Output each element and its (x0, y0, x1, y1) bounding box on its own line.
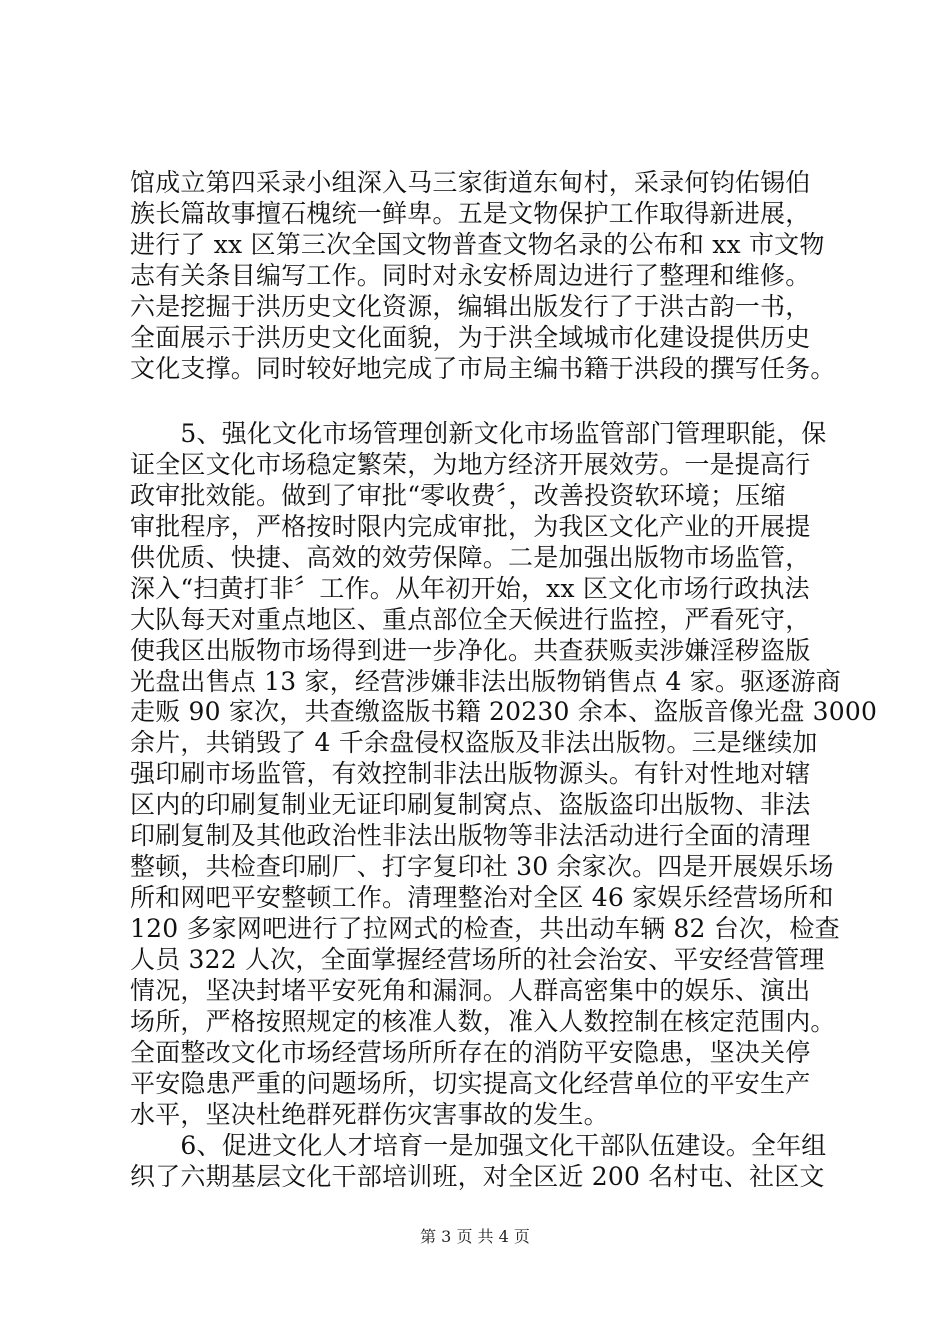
page-footer: 第 3 页 共 4 页 (420, 1227, 530, 1246)
text-line: 所和网吧平安整顿工作。清理整治对全区 46 家娱乐经营场所和 (130, 883, 834, 912)
text-line: 族长篇故事擅石槐统一鲜卑。五是文物保护工作取得新进展， (130, 199, 811, 228)
text-line: 印刷复制及其他政治性非法出版物等非法活动进行全面的清理 (130, 821, 811, 850)
text-line: 走贩 90 家次，共查缴盗版书籍 20230 余本、盗版音像光盘 3000 (130, 697, 878, 726)
text-line: 证全区文化市场稳定繁荣，为地方经济开展效劳。一是提高行 (130, 450, 811, 479)
text-line: 大队每天对重点地区、重点部位全天候进行监控，严看死守， (130, 605, 811, 634)
text-line: 5、强化文化市场管理创新文化市场监管部门管理职能，保 (130, 419, 827, 448)
text-line: 政审批效能。做到了审批“零收费〞，改善投资软环境；压缩 (130, 481, 786, 510)
text-line: 场所，严格按照规定的核准人数，准入人数控制在核定范围内。 (130, 1007, 836, 1036)
text-line: 强印刷市场监管，有效控制非法出版物源头。有针对性地对辖 (130, 759, 811, 788)
text-line: 情况，坚决封堵平安死角和漏洞。人群高密集中的娱乐、演出 (130, 976, 811, 1005)
text-line: 全面展示于洪历史文化面貌，为于洪全域城市化建设提供历史 (130, 323, 811, 352)
text-line: 深入“扫黄打非〞工作。从年初开始，xx 区文化市场行政执法 (130, 574, 810, 603)
text-line: 光盘出售点 13 家，经营涉嫌非法出版物销售点 4 家。驱逐游商 (130, 667, 841, 696)
text-line: 人员 322 人次，全面掌握经营场所的社会治安、平安经营管理 (130, 945, 825, 974)
text-line: 区内的印刷复制业无证印刷复制窝点、盗版盗印出版物、非法 (130, 790, 811, 819)
text-line: 余片，共销毁了 4 千余盘侵权盗版及非法出版物。三是继续加 (130, 728, 818, 757)
text-line: 织了六期基层文化干部培训班，对全区近 200 名村屯、社区文 (130, 1162, 825, 1191)
text-line: 审批程序，严格按时限内完成审批，为我区文化产业的开展提 (130, 512, 811, 541)
text-line: 进行了 xx 区第三次全国文物普查文物名录的公布和 xx 市文物 (130, 230, 825, 259)
text-line: 平安隐患严重的问题场所，切实提高文化经营单位的平安生产 (130, 1069, 811, 1098)
text-line: 水平，坚决杜绝群死群伤灾害事故的发生。 (130, 1100, 609, 1129)
text-line: 全面整改文化市场经营场所所存在的消防平安隐患，坚决关停 (130, 1038, 811, 1067)
text-line: 120 多家网吧进行了拉网式的检查，共出动车辆 82 台次，检查 (130, 914, 840, 943)
text-line: 志有关条目编写工作。同时对永安桥周边进行了整理和维修。 (130, 261, 811, 290)
text-line: 文化支撑。同时较好地完成了市局主编书籍于洪段的撰写任务。 (130, 354, 836, 383)
text-line: 整顿，共检查印刷厂、打字复印社 30 余家次。四是开展娱乐场 (130, 852, 834, 881)
text-line: 使我区出版物市场得到进一步净化。共查获贩卖涉嫌淫秽盗版 (130, 636, 811, 665)
text-line: 馆成立第四采录小组深入马三家街道东甸村，采录何钧佑锡伯 (130, 168, 811, 197)
text-line: 6、促进文化人才培育一是加强文化干部队伍建设。全年组 (130, 1131, 827, 1160)
text-line: 六是挖掘于洪历史文化资源，编辑出版发行了于洪古韵一书， (130, 292, 811, 321)
text-line: 供优质、快捷、高效的效劳保障。二是加强出版物市场监管， (130, 543, 811, 572)
